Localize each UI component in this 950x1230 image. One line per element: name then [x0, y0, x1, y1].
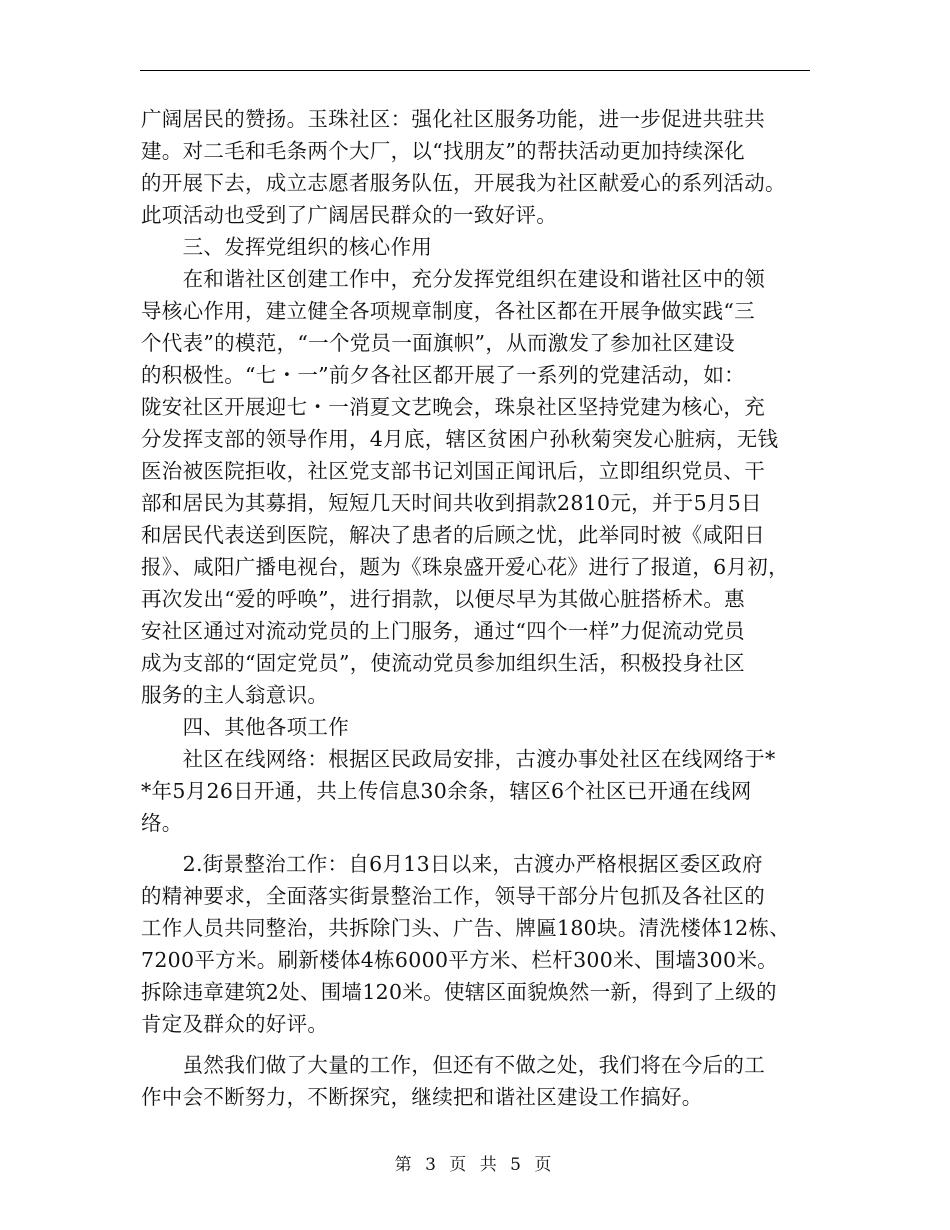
- page-footer: 第 3 页 共 5 页: [394, 1155, 556, 1175]
- text-line: 安社区通过对流动党员的上门服务，通过“四个一样”力促流动党员: [141, 619, 745, 643]
- text-line: 建。对二毛和毛条两个大厂，以“找朋友”的帮扶活动更加持续深化: [141, 139, 745, 163]
- text-line: 工作人员共同整治，共拆除门头、广告、牌匾180块。清洗楼体12栋、: [141, 916, 791, 940]
- text-line: 肯定及群众的好评。: [141, 1012, 329, 1036]
- text-line: 7200平方米。刷新楼体4栋6000平方米、栏杆300米、围墙300米。: [141, 948, 778, 972]
- paragraph-gap: [141, 839, 813, 848]
- text-line: 部和居民为其募捐，短短几天时间共收到捐款2810元，并于5月5日: [141, 491, 762, 515]
- text-line: 服务的主人翁意识。: [141, 683, 329, 707]
- text-line: 此项活动也受到了广阔居民群众的一致好评。: [141, 203, 557, 227]
- text-line: 在和谐社区创建工作中，充分发挥党组织在建设和谐社区中的领: [141, 267, 765, 291]
- text-line: 络。: [141, 811, 183, 835]
- text-line: 的积极性。“七・一”前夕各社区都开展了一系列的党建活动，如：: [141, 363, 745, 387]
- paragraph-gap: [141, 1040, 813, 1049]
- text-line: 医治被医院拒收，社区党支部书记刘国正闻讯后，立即组织党员、干: [141, 459, 765, 483]
- section-heading: 三、发挥党组织的核心作用: [141, 235, 433, 259]
- text-line: 拆除违章建筑2处、围墙120米。使辖区面貌焕然一新，得到了上级的: [141, 980, 777, 1004]
- text-line: 个代表”的模范，“一个党员一面旗帜”，从而激发了参加社区建设: [141, 331, 735, 355]
- text-line: 导核心作用，建立健全各项规章制度，各社区都在开展争做实践“三: [141, 299, 755, 323]
- text-line: 报》、咸阳广播电视台，题为《珠泉盛开爱心花》进行了报道，6月初，: [141, 555, 789, 579]
- text-line: 虽然我们做了大量的工作，但还有不做之处，我们将在今后的工: [141, 1053, 765, 1077]
- text-line: 成为支部的“固定党员”，使流动党员参加组织生活，积极投身社区: [141, 651, 745, 675]
- text-line: 再次发出“爱的呼唤”，进行捐款，以便尽早为其做心脏搭桥术。惠: [141, 587, 745, 611]
- text-line: 2.街景整治工作：自6月13日以来，古渡办严格根据区委区政府: [141, 852, 763, 876]
- text-line: 社区在线网络：根据区民政局安排，古渡办事处社区在线网络于*: [141, 747, 776, 771]
- text-line: 的开展下去，成立志愿者服务队伍，开展我为社区献爱心的系列活动。: [141, 171, 786, 195]
- text-line: *年5月26日开通，共上传信息30余条，辖区6个社区已开通在线网: [141, 779, 752, 803]
- section-heading: 四、其他各项工作: [141, 715, 349, 739]
- text-line: 广阔居民的赞扬。玉珠社区：强化社区服务功能，进一步促进共驻共: [141, 107, 765, 131]
- header-rule: [140, 70, 810, 71]
- document-body: [141, 103, 813, 1113]
- text-line: 分发挥支部的领导作用，4月底，辖区贫困户孙秋菊突发心脏病，无钱: [141, 427, 779, 451]
- text-line: 的精神要求，全面落实街景整治工作，领导干部分片包抓及各社区的: [141, 884, 765, 908]
- text-line: 和居民代表送到医院，解决了患者的后顾之忧，此举同时被《咸阳日: [141, 523, 765, 547]
- text-line: 陇安社区开展迎七・一消夏文艺晚会，珠泉社区坚持党建为核心，充: [141, 395, 765, 419]
- text-line: 作中会不断努力，不断探究，继续把和谐社区建设工作搞好。: [141, 1085, 703, 1109]
